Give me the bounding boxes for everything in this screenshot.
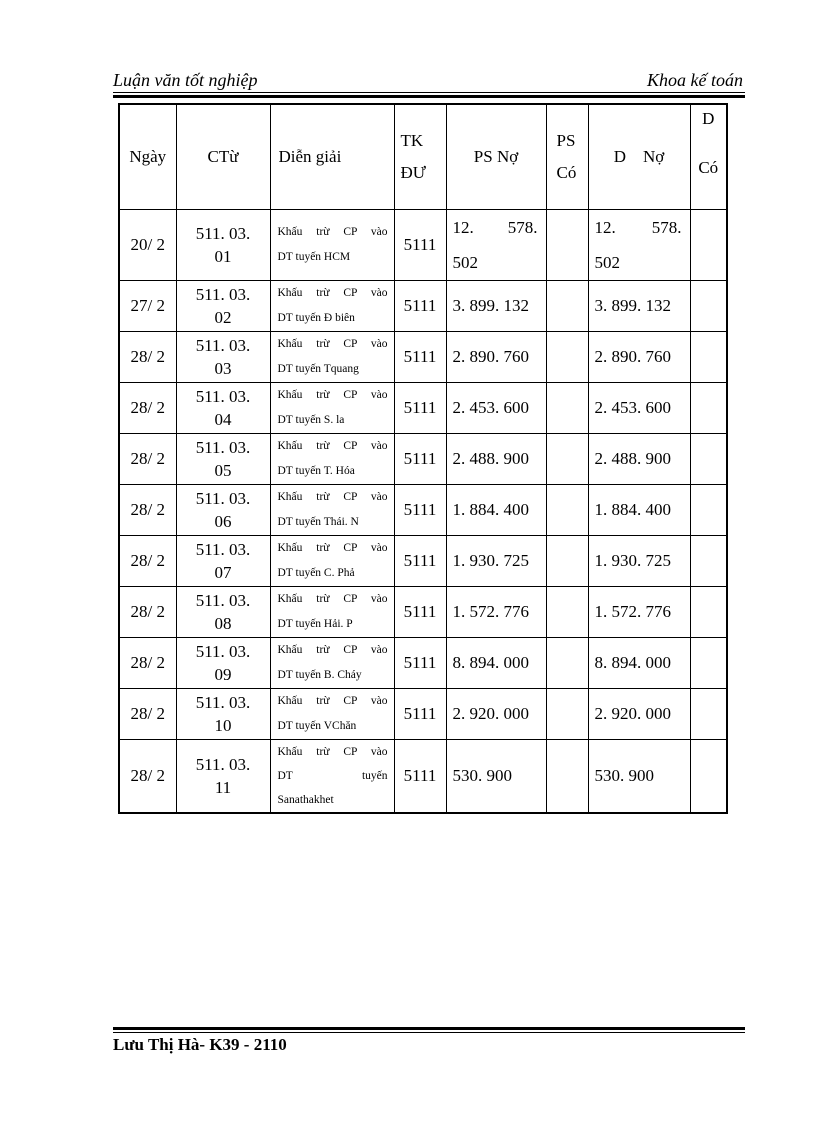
row-voucher: 511. 03. 07 [176,536,270,587]
row-account: 5111 [394,281,446,332]
row-credit [546,210,588,281]
table-row [119,689,727,740]
footer-rule-thick [113,1027,745,1030]
row-balance-credit [690,689,727,740]
row-date: 28/ 2 [119,383,176,434]
row-credit [546,383,588,434]
row-balance-credit [690,740,727,814]
row-account: 5111 [394,332,446,383]
row-description: Khấu trừ CP vào DT tuyến T. Hóa [270,434,394,485]
row-credit [546,536,588,587]
row-balance: 1. 884. 400 [588,485,690,536]
row-account: 5111 [394,434,446,485]
row-date: 27/ 2 [119,281,176,332]
ledger-table [118,103,728,814]
row-balance-credit [690,638,727,689]
row-voucher: 511. 03. 09 [176,638,270,689]
row-balance: 530. 900 [588,740,690,814]
row-credit [546,485,588,536]
row-voucher: 511. 03. 01 [176,210,270,281]
row-credit [546,689,588,740]
row-voucher: 511. 03. 10 [176,689,270,740]
col-header-debit: PS Nợ [446,104,546,210]
col-header-description: Diễn giải [270,104,394,210]
row-balance-credit [690,434,727,485]
row-debit: 12. 578. 502 [446,210,546,281]
row-description: Khấu trừ CP vào DT tuyến B. Cháy [270,638,394,689]
author-footer: Lưu Thị Hà- K39 - 2110 [113,1035,287,1054]
row-date: 28/ 2 [119,740,176,814]
col-header-voucher: CTừ [176,104,270,210]
table-row [119,281,727,332]
table-row [119,536,727,587]
table-row [119,332,727,383]
row-date: 28/ 2 [119,485,176,536]
table-row [119,638,727,689]
row-description: Khấu trừ CP vào DT tuyến Hải. P [270,587,394,638]
row-date: 20/ 2 [119,210,176,281]
row-debit: 3. 899. 132 [446,281,546,332]
row-account: 5111 [394,740,446,814]
row-debit: 1. 930. 725 [446,536,546,587]
row-description: Khấu trừ CP vào DT tuyến Thái. N [270,485,394,536]
row-debit: 1. 572. 776 [446,587,546,638]
row-balance: 2. 488. 900 [588,434,690,485]
row-account: 5111 [394,383,446,434]
row-voucher: 511. 03. 11 [176,740,270,814]
row-date: 28/ 2 [119,434,176,485]
row-balance-credit [690,210,727,281]
header-rule-thick [113,95,745,98]
row-voucher: 511. 03. 02 [176,281,270,332]
row-voucher: 511. 03. 06 [176,485,270,536]
footer-rule-thin [113,1032,745,1033]
row-description: Khấu trừ CP vào DT tuyến Tquang [270,332,394,383]
table-row [119,383,727,434]
row-balance-credit [690,485,727,536]
col-header-account: TK ĐƯ [394,104,446,210]
row-description: Khấu trừ CP vào DT tuyến Sanathakhet [270,740,394,814]
row-account: 5111 [394,536,446,587]
table-header-row [119,104,727,210]
row-account: 5111 [394,210,446,281]
table-row [119,587,727,638]
row-credit [546,740,588,814]
row-credit [546,587,588,638]
col-header-credit: PS Có [546,104,588,210]
faculty-name: Khoa kế toán [647,70,743,90]
table-row [119,740,727,814]
row-date: 28/ 2 [119,536,176,587]
row-balance-credit [690,332,727,383]
row-balance: 2. 453. 600 [588,383,690,434]
row-balance-credit [690,587,727,638]
row-date: 28/ 2 [119,587,176,638]
row-voucher: 511. 03. 08 [176,587,270,638]
row-balance-credit [690,281,727,332]
row-description: Khấu trừ CP vào DT tuyến C. Phả [270,536,394,587]
row-balance: 8. 894. 000 [588,638,690,689]
row-balance: 1. 930. 725 [588,536,690,587]
table-row [119,210,727,281]
row-account: 5111 [394,485,446,536]
row-debit: 530. 900 [446,740,546,814]
row-debit: 2. 920. 000 [446,689,546,740]
row-credit [546,332,588,383]
table-row [119,434,727,485]
col-header-date: Ngày [119,104,176,210]
row-balance: 2. 920. 000 [588,689,690,740]
row-balance: 1. 572. 776 [588,587,690,638]
row-balance-credit [690,536,727,587]
row-debit: 8. 894. 000 [446,638,546,689]
page-header [113,70,743,92]
row-account: 5111 [394,689,446,740]
row-voucher: 511. 03. 03 [176,332,270,383]
row-credit [546,434,588,485]
table-row [119,485,727,536]
row-debit: 2. 453. 600 [446,383,546,434]
col-header-balance-debit: D Nợ [588,104,690,210]
row-debit: 1. 884. 400 [446,485,546,536]
row-credit [546,638,588,689]
row-description: Khấu trừ CP vào DT tuyến Đ biên [270,281,394,332]
row-voucher: 511. 03. 05 [176,434,270,485]
row-date: 28/ 2 [119,638,176,689]
row-description: Khấu trừ CP vào DT tuyến HCM [270,210,394,281]
row-date: 28/ 2 [119,689,176,740]
row-account: 5111 [394,587,446,638]
row-balance: 2. 890. 760 [588,332,690,383]
row-voucher: 511. 03. 04 [176,383,270,434]
row-account: 5111 [394,638,446,689]
col-header-balance-credit: D Có [690,104,727,210]
header-rule-thin [113,92,745,93]
row-credit [546,281,588,332]
row-description: Khấu trừ CP vào DT tuyến S. la [270,383,394,434]
row-debit: 2. 488. 900 [446,434,546,485]
row-debit: 2. 890. 760 [446,332,546,383]
row-description: Khấu trừ CP vào DT tuyến VChăn [270,689,394,740]
row-balance-credit [690,383,727,434]
thesis-title: Luận văn tốt nghiệp [113,70,258,90]
row-balance: 3. 899. 132 [588,281,690,332]
row-balance: 12. 578. 502 [588,210,690,281]
row-date: 28/ 2 [119,332,176,383]
